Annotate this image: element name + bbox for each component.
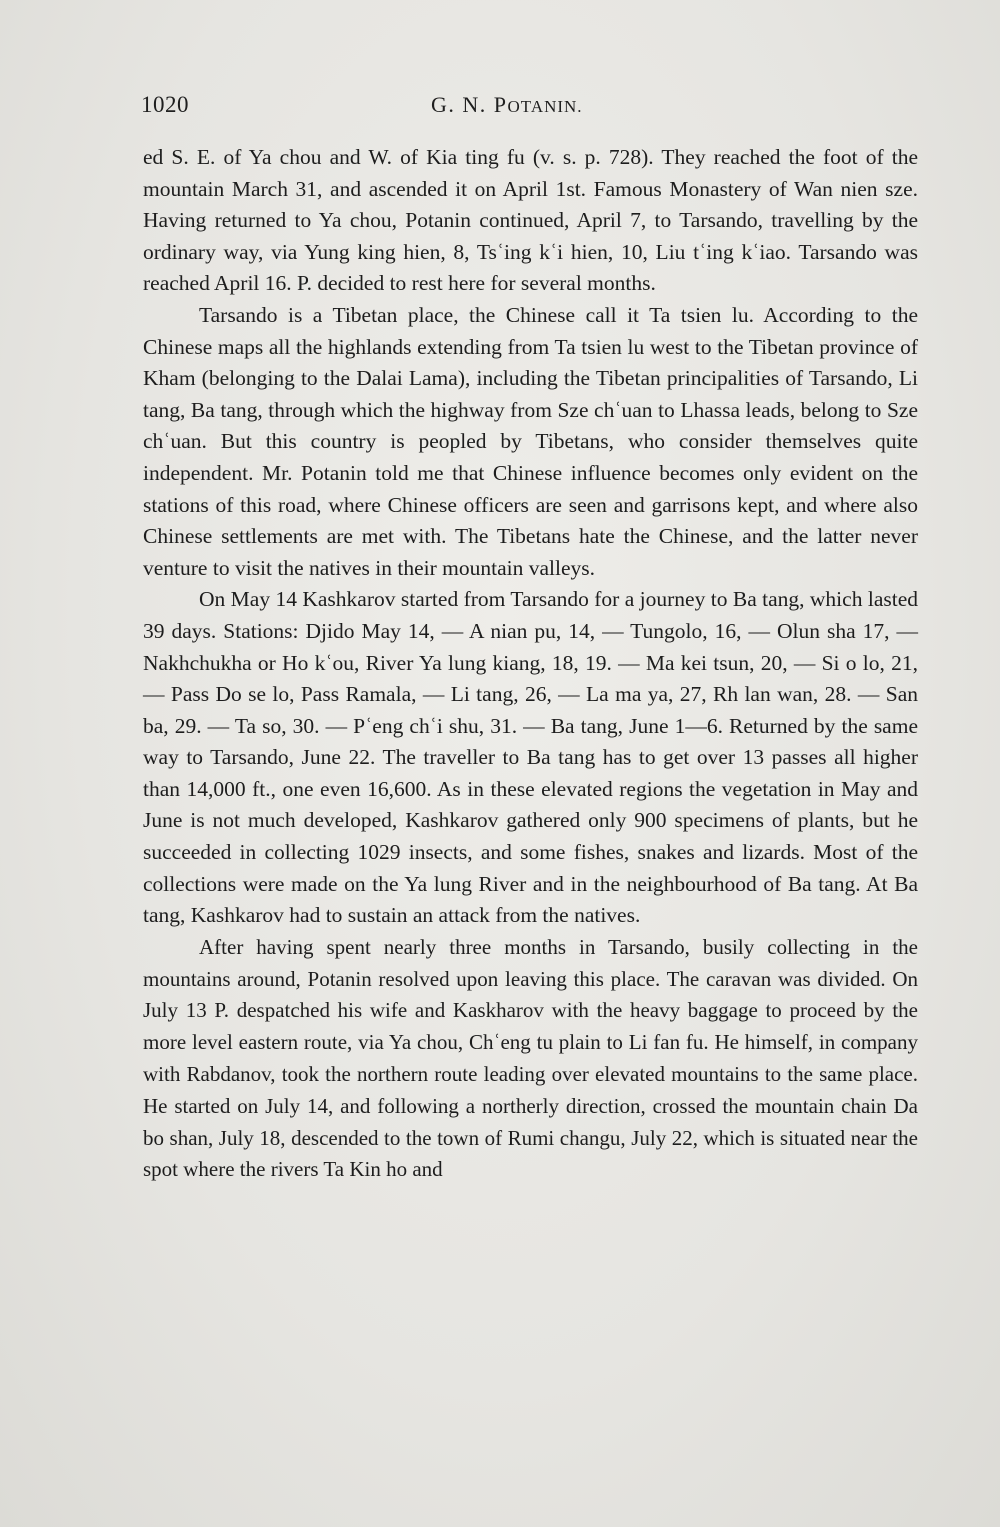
page-number: 1020 bbox=[141, 92, 189, 117]
body-text bbox=[143, 142, 918, 1186]
page-header bbox=[141, 92, 916, 124]
running-head bbox=[431, 92, 583, 118]
running-head-rest: OTANIN. bbox=[507, 97, 583, 116]
running-head-initials: G. N. P bbox=[431, 92, 508, 117]
paragraph-2: Tarsando is a Tibetan place, the Chinese call it Ta tsien lu. According to the Chinese maps all the highlands extending from Ta tsien lu west to the Tibetan province of Kham (belonging to the Dalai Lama), including the Tibetan principalities of Tarsando, Li tang, Ba tang, through which the highway from Sze chʿuan to Lhassa leads, belong to Sze chʿuan. But this country is peopled by Tibetans, who consider themselves quite independent. Mr. Potanin told me that Chinese influence becomes only evident on the stations of this road, where Chinese officers are seen and garrisons kept, and where also Chinese settlements are met with. The Tibetans hate the Chinese, and the latter never venture to visit the natives in their mountain valleys. bbox=[143, 302, 918, 580]
paragraph-1: ed S. E. of Ya chou and W. of Kia ting fu (v. s. p. 728). They reached the foot of the mountain March 31, and ascended it on April 1st. Famous Monastery of Wan nien sze. Having returned to Ya chou, Potanin continued, April 7, to Tarsando, travelling by the ordinary way, via Yung king hien, 8, Tsʿing kʿi hien, 10, Liu tʿing kʿiao. Tarsando was reached April 16. P. decided to rest here for several months. bbox=[143, 145, 918, 296]
paragraph-4: After having spent nearly three months in Tarsando, busily collecting in the mountains around, Potanin resolved upon leaving this place. The caravan was divided. On July 13 P. despatched his wife and Kaskharov with the heavy baggage to proceed by the more level eastern route, via Ya chou, Chʿeng tu plain to Li fan fu. He himself, in company with Rabdanov, took the northern route leading over elevated mountains to the same place. He started on July 14, and following a northerly direction, crossed the mountain chain Da bo shan, July 18, descended to the town of Rumi changu, July 22, which is situated near the spot where the rivers Ta Kin ho and bbox=[143, 934, 918, 1182]
paragraph-3: On May 14 Kashkarov started from Tarsando for a journey to Ba tang, which lasted 39 days. Stations: Djido May 14, — A nian pu, 14, — Tungolo, 16, — Olun sha 17, — Nakhchukha or Ho kʿou, River Ya lung kiang, 18, 19. — Ma kei tsun, 20, — Si o lo, 21, — Pass Do se lo, Pass Ramala, — Li tang, 26, — La ma ya, 27, Rh lan wan, 28. — San ba, 29. — Ta so, 30. — Pʿeng chʿi shu, 31. — Ba tang, June 1—6. Returned by the same way to Tarsando, June 22. The traveller to Ba tang has to get over 13 passes all higher than 14,000 ft., one even 16,600. As in these elevated regions the vegetation in May and June is not much developed, Kashkarov gathered only 900 specimens of plants, but he succeeded in collecting 1029 insects, and some fishes, snakes and lizards. Most of the collections were made on the Ya lung River and in the neighbourhood of Ba tang. At Ba tang, Kashkarov had to sustain an attack from the natives. bbox=[143, 587, 918, 928]
